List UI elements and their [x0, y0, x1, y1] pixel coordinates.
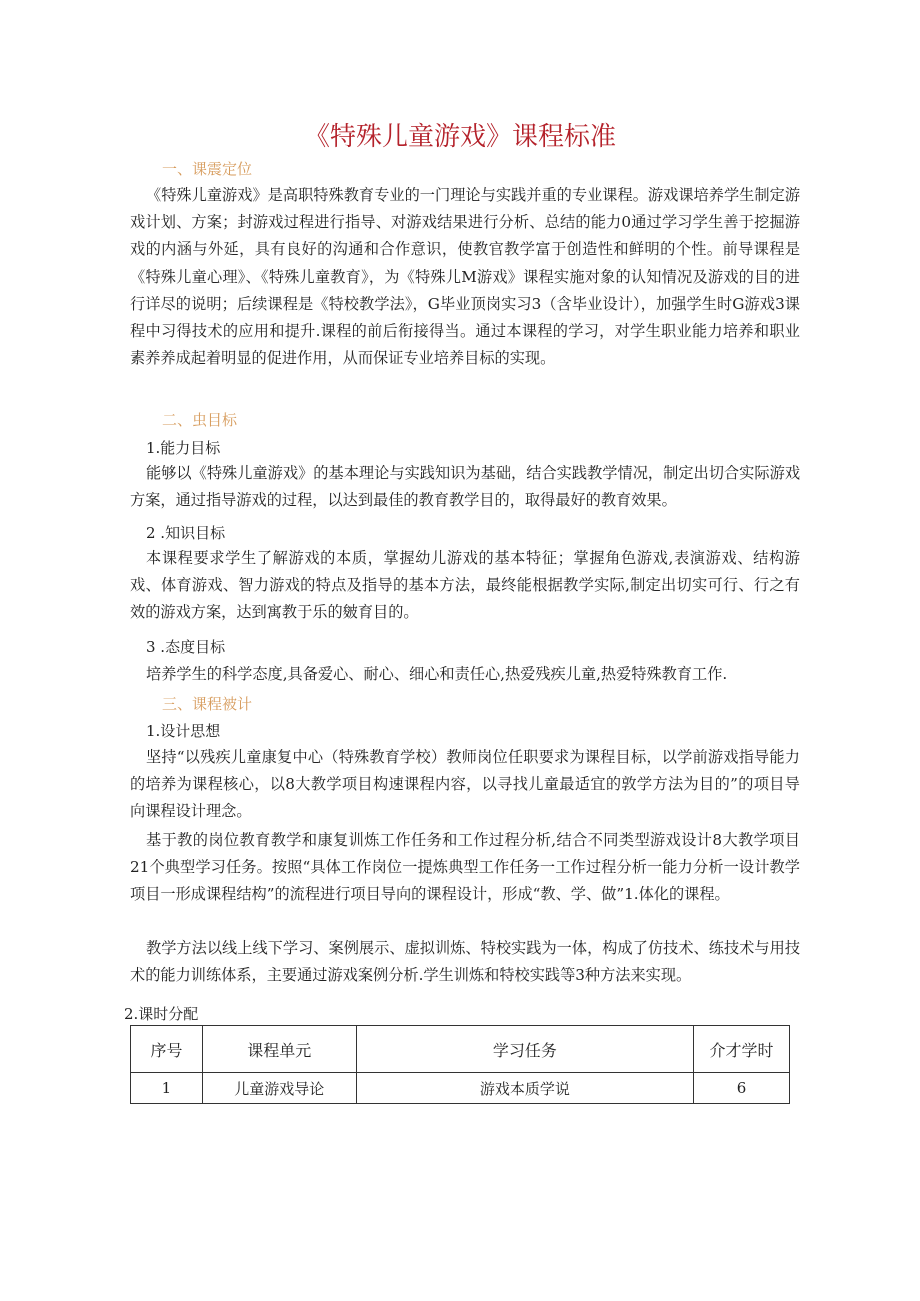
- section-heading-goals: 二、虫目标: [162, 411, 238, 429]
- table-header-cell: 课程单元: [202, 1026, 356, 1073]
- paragraph-attitude-goals: 培养学生的科学态度,具备爱心、耐心、细心和责任心,热爱残疾儿童,热爱特殊教育工作.: [146, 665, 728, 683]
- table-row: [131, 1073, 790, 1104]
- table-header-cell: 介才学时: [694, 1026, 790, 1073]
- class-hours-table: [130, 1025, 790, 1104]
- subheading-class-hours: 2.课时分配: [124, 1005, 199, 1023]
- paragraph-design-idea-1: 坚持“以残疾儿童康复中心（特殊教育学校）教师岗位任职要求为课程目标，以学前游戏指导能力的培养为课程核心，以8大教学项目构速课程内容，以寻找儿童最适宜的敦学方法为目的”的项目导向课程设计理念。: [130, 748, 800, 821]
- subheading-ability-goals: 1.能力目标: [146, 439, 221, 457]
- subheading-knowledge-goals: 2 .知识目标: [146, 524, 226, 542]
- table-cell: 儿童游戏导论: [202, 1073, 356, 1104]
- paragraph-course-positioning: 《特殊儿童游戏》是高职特殊教育专业的一门理论与实践并重的专业课程。游戏课培养学生制定游戏计划、方案；封游戏过程进行指导、对游戏结果进行分析、总结的能力0通过学习学生善于挖掘游戏的内涵与外延，具有良好的沟通和合作意识，使教官教学富于创造性和鲜明的个性。前导课程是《特殊儿童心理》、《特殊儿童教育》，为《特殊儿M游戏》课程实施对象的认知情况及游戏的目的进行详尽的说明；后续课程是《特校教学法》，G毕业顶岗实习3（含毕业设计），加强学生时G游戏3课程中习得技术的应用和提升.课程的前后衔接得当。通过本课程的学习，对学生职业能力培养和职业素养养成起着明显的促进作用，从而保证专业培养目标的实现。: [130, 186, 800, 368]
- paragraph-design-idea-3: 教学方法以线上线下学习、案例展示、虚拟训炼、特校实践为一体，构成了仿技术、练技术与用技术的能力训练体系，主要通过游戏案例分析.学生训炼和特校实践等3种方法来实现。: [130, 939, 800, 985]
- subheading-design-idea: 1.设计思想: [146, 722, 221, 740]
- table-header-row: [131, 1026, 790, 1073]
- section-heading-positioning: 一、课震定位: [162, 160, 253, 178]
- table-header-cell: 学习任务: [356, 1026, 693, 1073]
- table-cell: 6: [694, 1073, 790, 1104]
- section-heading-design: 三、课程被计: [162, 695, 253, 713]
- table-header-cell: 序号: [131, 1026, 203, 1073]
- paragraph-design-idea-2: 基于教的岗位教育教学和康复训炼工作任务和工作过程分析,结合不同类型游戏设计8大教学项目21个典型学习任务。按照“具体工作岗位一提炼典型工作任务一工作过程分析一能力分析一设计教学项目一形成课程结构”的流程进行项目导向的课程设计，形成“教、学、做”1.体化的课程。: [130, 831, 800, 904]
- table-cell: 游戏本质学说: [356, 1073, 693, 1104]
- paragraph-knowledge-goals: 本课程要求学生了解游戏的本质，掌握幼儿游戏的基本特征；掌握角色游戏,表演游戏、结构游戏、体育游戏、智力游戏的特点及指导的基本方法，最终能根据教学实际,制定出切实可行、行之有效的游戏方案，达到寓教于乐的皴育目的。: [130, 549, 800, 622]
- subheading-attitude-goals: 3 .态度目标: [146, 638, 226, 656]
- paragraph-ability-goals: 能够以《特殊儿童游戏》的基本理论与实践知识为基础，结合实践教学情况，制定出切合实际游戏方案，通过指导游戏的过程，以达到最佳的教育教学目的，取得最好的教育效果。: [130, 464, 800, 510]
- table-cell: 1: [131, 1073, 203, 1104]
- page-title: 《特殊儿童游戏》课程标准: [303, 122, 616, 152]
